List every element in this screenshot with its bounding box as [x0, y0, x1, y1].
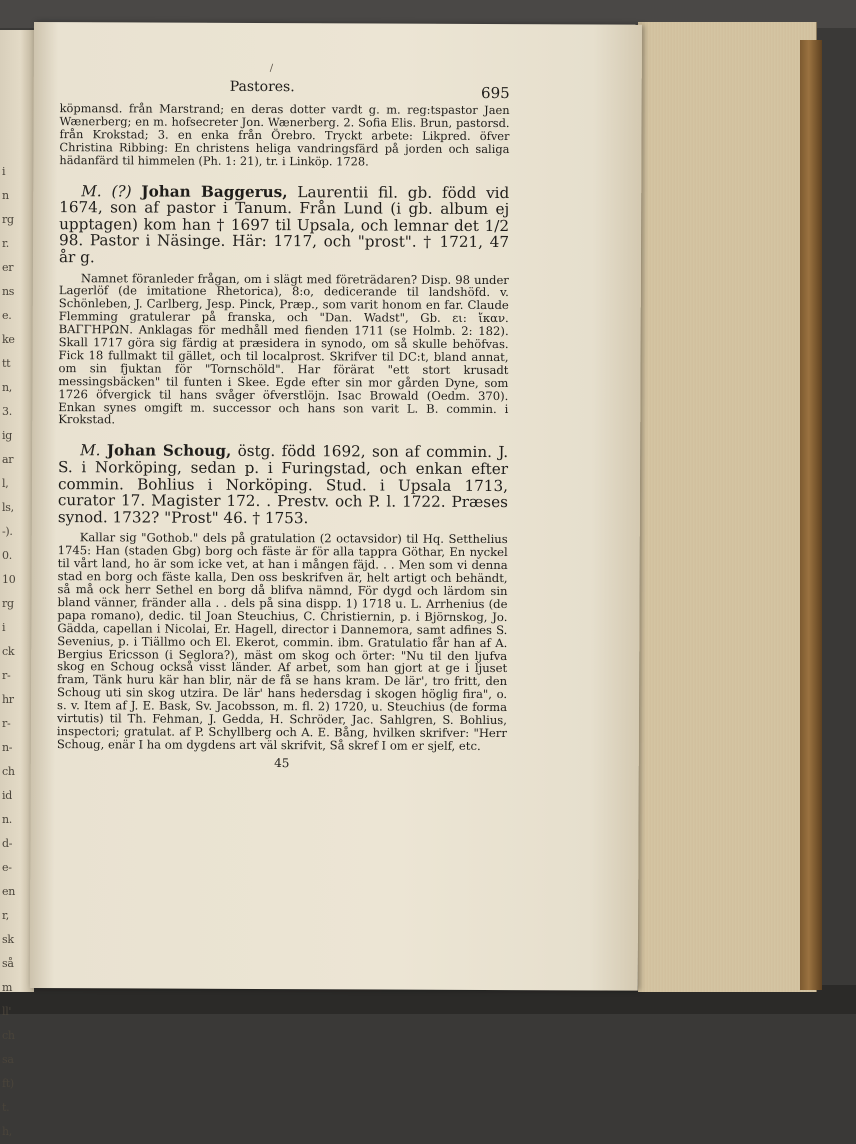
left-page-fragment: id [2, 789, 12, 802]
book-cover-edge [800, 40, 822, 990]
left-page-fragment: ls, [2, 501, 14, 514]
page-number: 695 [481, 83, 510, 103]
left-page-fragment: ck [2, 645, 15, 658]
left-page-fragment: i [2, 621, 6, 634]
left-page-fragment: e. [2, 309, 12, 322]
left-page-fragment: e- [2, 861, 12, 874]
entry-prefix: M. (?) [81, 181, 132, 200]
left-page-edge [0, 30, 34, 1138]
page-content [57, 76, 510, 771]
left-page-text-fragments [2, 160, 22, 1144]
book-page [30, 22, 642, 991]
running-head [60, 76, 510, 104]
left-page-fragment: sa [2, 1053, 14, 1066]
left-page-fragment: 0. [2, 549, 12, 562]
left-page-fragment: ar [2, 453, 14, 466]
left-page-fragment: n. [2, 813, 12, 826]
entry-note: Kallar sig "Gothob." dels på gratulation (2 octavsidor) til Hq. Setthelius 1745: Han (staden Gbg) borg och fäste är för alla tappra Göthar, En nyckel til vårt land, ho är som icke vet, at han i mången fäjd. . . Men som vi denna stad en borg och fäste kalla, Den oss beskrifven är, helt artigt och behändt, så må ock herr Sethel en borg då blifva nämnd, För dygd och lärdom sin bland vänner, fränder alla . . dels på sina dispp. 1) 1718 u. L. Arrhenius (de papa romano), dedic. til Joan Steuchius, C. Christiernin, p. i Björnskog, Jo. Gädda, capellan i Nicolai, Er. Hagell, director i Dannemora, samt adfines S. Sevenius, p. i Tiällmo och El. Ekerot, commin. ibm. Gratulatio får han af A. Bergius Ericsson (i Seglora?), mäst om skog och örter: "Nu til den ljufva skog en Schoug också visst länder. Af arbet, som han gjort at ge i ljuset fram, Tänk huru kär han blir, när de få se hans kram. De lär', tro fritt, den Schoug uti sin skog utzira. De lär' hans hedersdag i skogen höglig fira", o. s. v. Item af J. E. Bask, Sv. Jacobsson, m. fl. 2) 1720, u. Steuchius (de forma virtutis) til Th. Fehman, J. Gedda, H. Schröder, Jac. Sahlgren, S. Bohlius, inspectori; gratulat. af P. Schyllberg och A. E. Bång, hvilken skrifver: "Herr Schoug, enär I ha om dygdens art väl skrifvit, Så skref I om er sjelf, etc. [56, 530, 508, 753]
running-title: Pastores. [229, 78, 295, 96]
entry-johan-schoug [58, 442, 508, 527]
entry-text: östg. född 1692, son af commin. J. S. i Norköping, sedan p. i Furingstad, och enkan efter commin. Bohlius i Norköping. Stud. i Upsala 1713, curator 17. Magister 172. . Prestv. och P. l. 1722. Præses synod. 1732? "Prost" 46. † 1753. [57, 442, 509, 527]
left-page-fragment: 3. [2, 405, 12, 418]
left-page-fragment: så [2, 957, 14, 970]
left-page-fragment: rg [2, 597, 14, 610]
left-page-fragment: ke [2, 333, 15, 346]
left-page-fragment: hr [2, 693, 14, 706]
left-page-fragment: ns [2, 285, 15, 298]
signature-mark: 45 [274, 755, 290, 770]
entry-name: Johan Baggerus, [141, 182, 288, 201]
left-page-fragment: -). [2, 525, 13, 538]
page-stack-edge [638, 22, 817, 992]
left-page-fragment: n- [2, 741, 13, 754]
left-page-fragment: h, [2, 1125, 12, 1138]
left-page-fragment: r, [2, 909, 9, 922]
left-page-fragment: r- [2, 669, 11, 682]
entry-name: Johan Schoug, [106, 441, 232, 461]
left-page-fragment: m [2, 981, 13, 994]
left-page-fragment: rg [2, 213, 14, 226]
continued-paragraph: köpmansd. från Marstrand; en deras dotter vardt g. m. reg:tspastor Jaen Wænerberg; en m. hofsecreter Jon. Wænerberg. 2. Sofia Elis. Brun, pastorsd. från Krokstad; 3. en enka från Örebro. Tryckt arbete: Likpred. öfver Christina Ribbing: En christens heliga vandringsfärd på jorden och saliga hädanfärd til himmelen (Ph. 1: 21), tr. i Linköp. 1728. [59, 101, 510, 169]
left-page-fragment: r. [2, 237, 9, 250]
left-page-fragment: l, [2, 477, 9, 490]
entry-note: Namnet föranleder frågan, om i slägt med företrädaren? Disp. 98 under Lagerlöf (de imitatione Rhetorica), 8:o, dedicerande til landshöfd. v. Schönleben, J. Carlberg, Jesp. Pinck, Præp., som varit honom en far. Claude Flemming gratulerar på franska, och "Dan. Wadst", Gb. ει: ἴκαν. ΒΑΓΓΗΡΩΝ. Anklagas för medhåll med fienden 1711 (se Holmb. 2: 182). Skall 1717 göra sig färdig at præsidera in synodo, om så skulle behöfvas. Fick 18 fullmakt til gället, och til localprost. Skrifver til DC:t, bland annat, om sin fjuktan för "Tornschöld". Har förärat "ett stort krusadt messingsbäcken" til funten i Skee. Egde efter sin mor gården Dyne, som 1726 öfvergick til hans svåger öfverstlöjn. Isac Browald (Oedm. 370). Enkan synes omgift m. successor och hans son varit L. B. commin. i Krokstad. [58, 270, 509, 427]
left-page-fragment: t. [2, 1101, 10, 1114]
left-page-fragment: d- [2, 837, 13, 850]
left-page-fragment: 10 [2, 573, 16, 586]
left-page-fragment: en [2, 885, 15, 898]
left-page-fragment: sk [2, 933, 14, 946]
left-page-fragment: i [2, 165, 6, 178]
entry-text: Laurentii fil. gb. född vid 1674, son af pastor i Tanum. Från Lund (i gb. album ej upptagen) kom han † 1697 til Upsala, och lemnar det 1/2 98. Pastor i Näsinge. Här: 1717, och "prost". † 1721, 47 år g. [58, 182, 510, 267]
left-page-fragment: tt [2, 357, 11, 370]
left-page-fragment: ch [2, 765, 15, 778]
pencil-mark: / [269, 63, 274, 75]
left-page-fragment: er [2, 261, 14, 274]
left-page-fragment: r- [2, 717, 11, 730]
left-page-fragment: ft) [2, 1077, 14, 1090]
entry-prefix: M. [80, 441, 101, 460]
left-page-fragment: n, [2, 381, 12, 394]
left-page-fragment: ll' [2, 1005, 12, 1018]
entry-johan-baggerus [59, 183, 509, 268]
left-page-fragment: n [2, 189, 9, 202]
left-page-fragment: ch [2, 1029, 15, 1042]
left-page-fragment: ig [2, 429, 12, 442]
